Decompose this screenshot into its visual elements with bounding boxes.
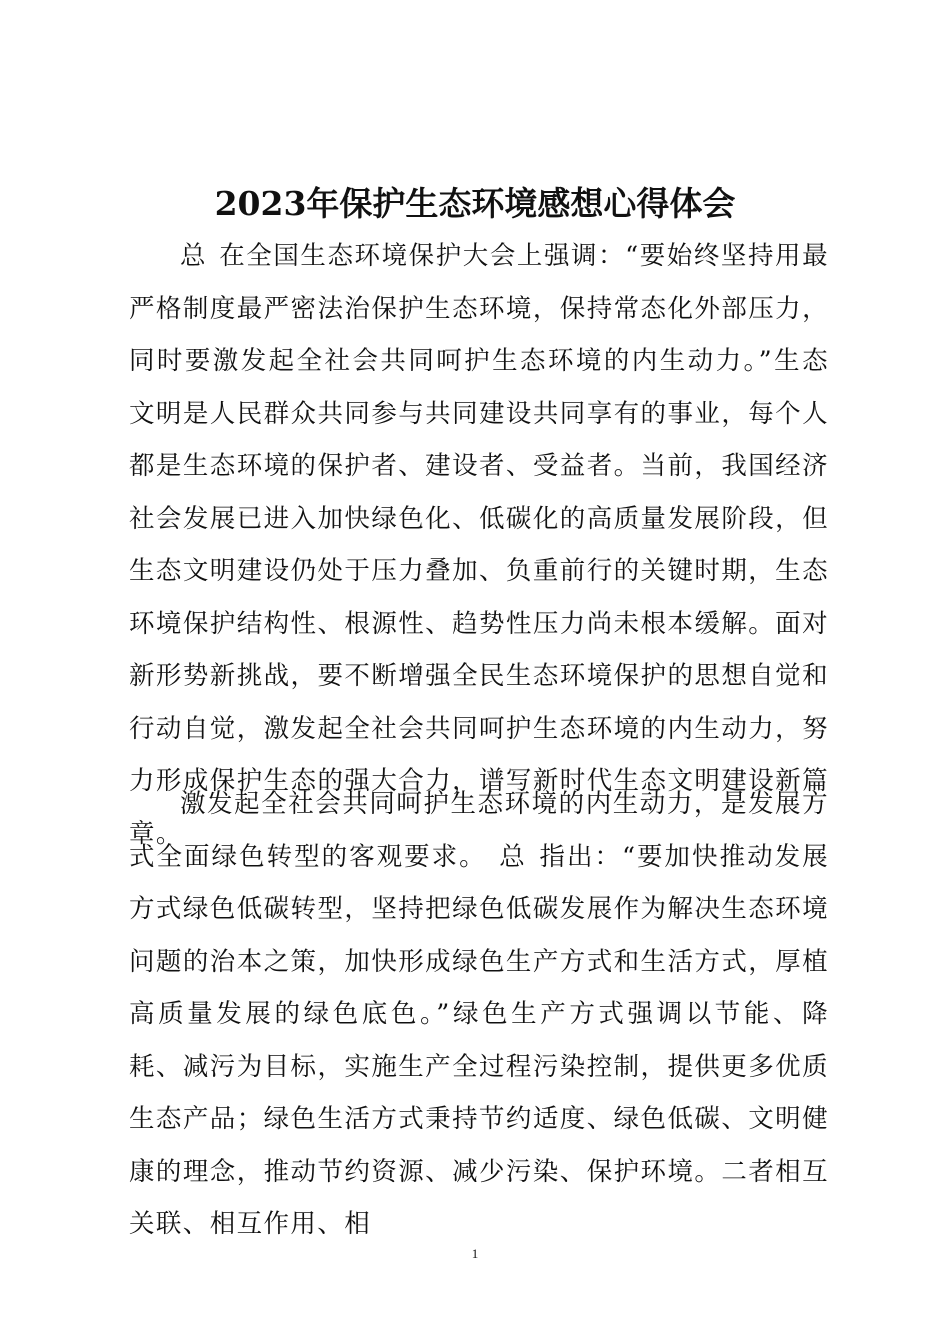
paragraph-2-text-before: 激发起全社会共同呵护生态环境的内生动力，是发展方式全面绿色转型的客观要求。	[129, 789, 829, 872]
document-title: 2023年保护生态环境感想心得体会	[214, 184, 736, 223]
paragraph-2	[129, 778, 829, 1251]
paragraph-2-text-after: 指出：“要加快推动发展方式绿色低碳转型，坚持把绿色低碳发展作为解决生态环境问题的治本之策，加快形成绿色生产方式和生活方式，厚植高质量发展的绿色底色。”绿色生产方式强调以节能、降耗、减污为目标，实施生产全过程污染控制，提供更多优质生态产品；绿色生活方式秉持节约适度、绿色低碳、文明健康的理念，推动节约资源、减少污染、保护环境。二者相互关联、相互作用、相	[129, 841, 830, 1239]
paragraph-1-text: 在全国生态环境保护大会上强调：“要始终坚持用最严格制度最严密法治保护生态环境，保持常态化外部压力，同时要激发起全社会共同呵护生态环境的内生动力。”生态文明是人民群众共同参与共同建设共同享有的事业，每个人都是生态环境的保护者、建设者、受益者。当前，我国经济社会发展已进入加快绿色化、低碳化的高质量发展阶段，但生态文明建设仍处于压力叠加、负重前行的关键时期，生态环境保护结构性、根源性、趋势性压力尚未根本缓解。面对新形势新挑战，要不断增强全民生态环境保护的思想自觉和行动自觉，激发起全社会共同呵护生态环境的内生动力，努力形成保护生态的强大合力，谱写新时代生态文明建设新篇章。	[129, 241, 829, 849]
paragraph-1	[129, 230, 829, 860]
paragraph-2-lead: 总	[498, 841, 527, 872]
page-number: 1	[471, 1246, 479, 1261]
paragraph-1-lead: 总	[180, 241, 208, 271]
